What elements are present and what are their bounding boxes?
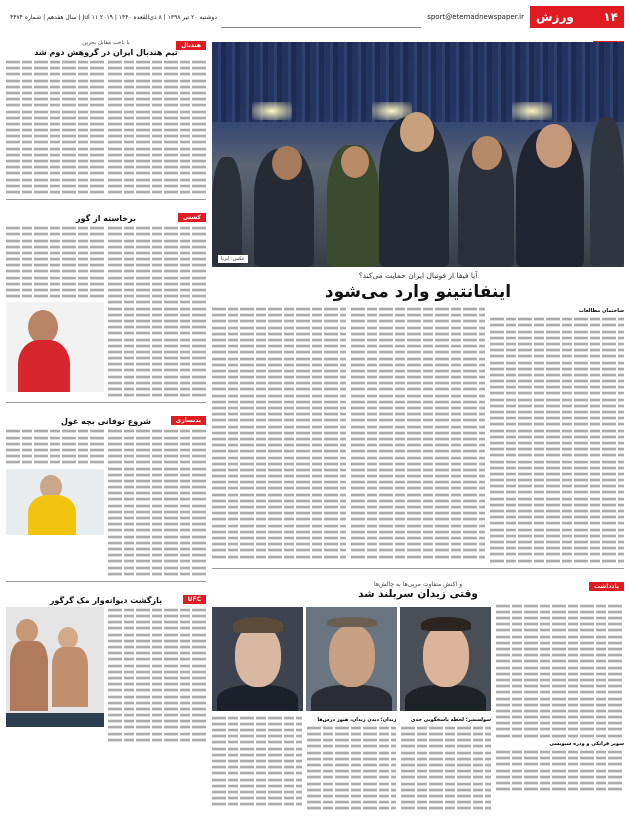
handball-headline: تیم هندبال ایران در گروهش دوم شد <box>34 48 178 57</box>
masthead-rule <box>221 6 421 28</box>
section-name: ورزش <box>536 10 574 24</box>
coaches-article-right <box>496 603 624 812</box>
main-column <box>212 32 624 812</box>
coaches-kicker: و اکنش متفاوت مربی‌ها به چالش‌ها <box>374 580 462 588</box>
coach-photo-lampard <box>212 607 303 711</box>
wrestling-article-body <box>6 225 206 398</box>
page-number: ۱۴ <box>603 10 618 24</box>
athlete-photo <box>6 469 104 535</box>
handball-tag: هندبال <box>176 41 206 50</box>
wrestling-headline: برخاسته از گور <box>76 214 136 224</box>
coaches-subhead-2: زیدان؛ دیدن زیدان، هنوز درس‌ها <box>317 716 397 723</box>
notebook-tag: یادداشت <box>589 582 624 591</box>
coaches-headline: وقتی زیدان سربلند شد <box>358 587 478 600</box>
coaches-subhead-1: سولسشر؛ لحظه پاسخگویی جدی <box>410 716 491 723</box>
handball-article-body <box>6 59 206 195</box>
masthead <box>6 6 624 28</box>
bodybuilding-tag: بدنسازی <box>171 416 206 425</box>
main-article-body <box>212 306 624 564</box>
infantino-stadium-photo <box>212 42 624 267</box>
photo-credit: عکس: ایرنا <box>218 255 248 263</box>
bodybuilding-headline: شروع توفانی بچه غول <box>60 417 152 427</box>
article-subhead: ساختمان مطالعات <box>578 308 624 314</box>
ufc-tag: UFC <box>183 595 206 604</box>
fighters-photo <box>6 607 104 727</box>
coaches-photo-strip <box>212 607 491 711</box>
main-kicker: آیا فیفا از فوتبال ایران حمایت می‌کند؟ <box>358 271 478 280</box>
coaches-subhead-3: سوپر فرانکی و ودره سیویسی <box>549 740 624 747</box>
wrestler-photo <box>6 302 104 392</box>
coach-photo-solskjaer <box>400 607 491 711</box>
issue-date-line: دوشنبه ۲۰ تیر ۱۳۹۸ | ۸ ذی‌القعده ۱۴۴۰ | ۲۰۱۹ ۱۱ Jul | سال هفدهم | شماره ۴۴۷۴ <box>10 13 217 21</box>
coach-photo-zidane <box>306 607 397 711</box>
main-headline: اینفانتینو وارد می‌شود <box>324 282 512 302</box>
wrestling-tag: کشتی <box>178 213 206 222</box>
bodybuilding-article-body <box>6 428 206 577</box>
ufc-article-body <box>6 607 206 743</box>
page-section-tag <box>530 6 624 28</box>
left-column <box>6 32 206 743</box>
ufc-headline: بازگشت دیوانه‌وار مک گرگور <box>49 595 163 605</box>
handball-kicker: با باخت مقابل بحرین <box>82 40 130 46</box>
section-email: sport@etemadnewspaper.ir <box>427 13 524 21</box>
